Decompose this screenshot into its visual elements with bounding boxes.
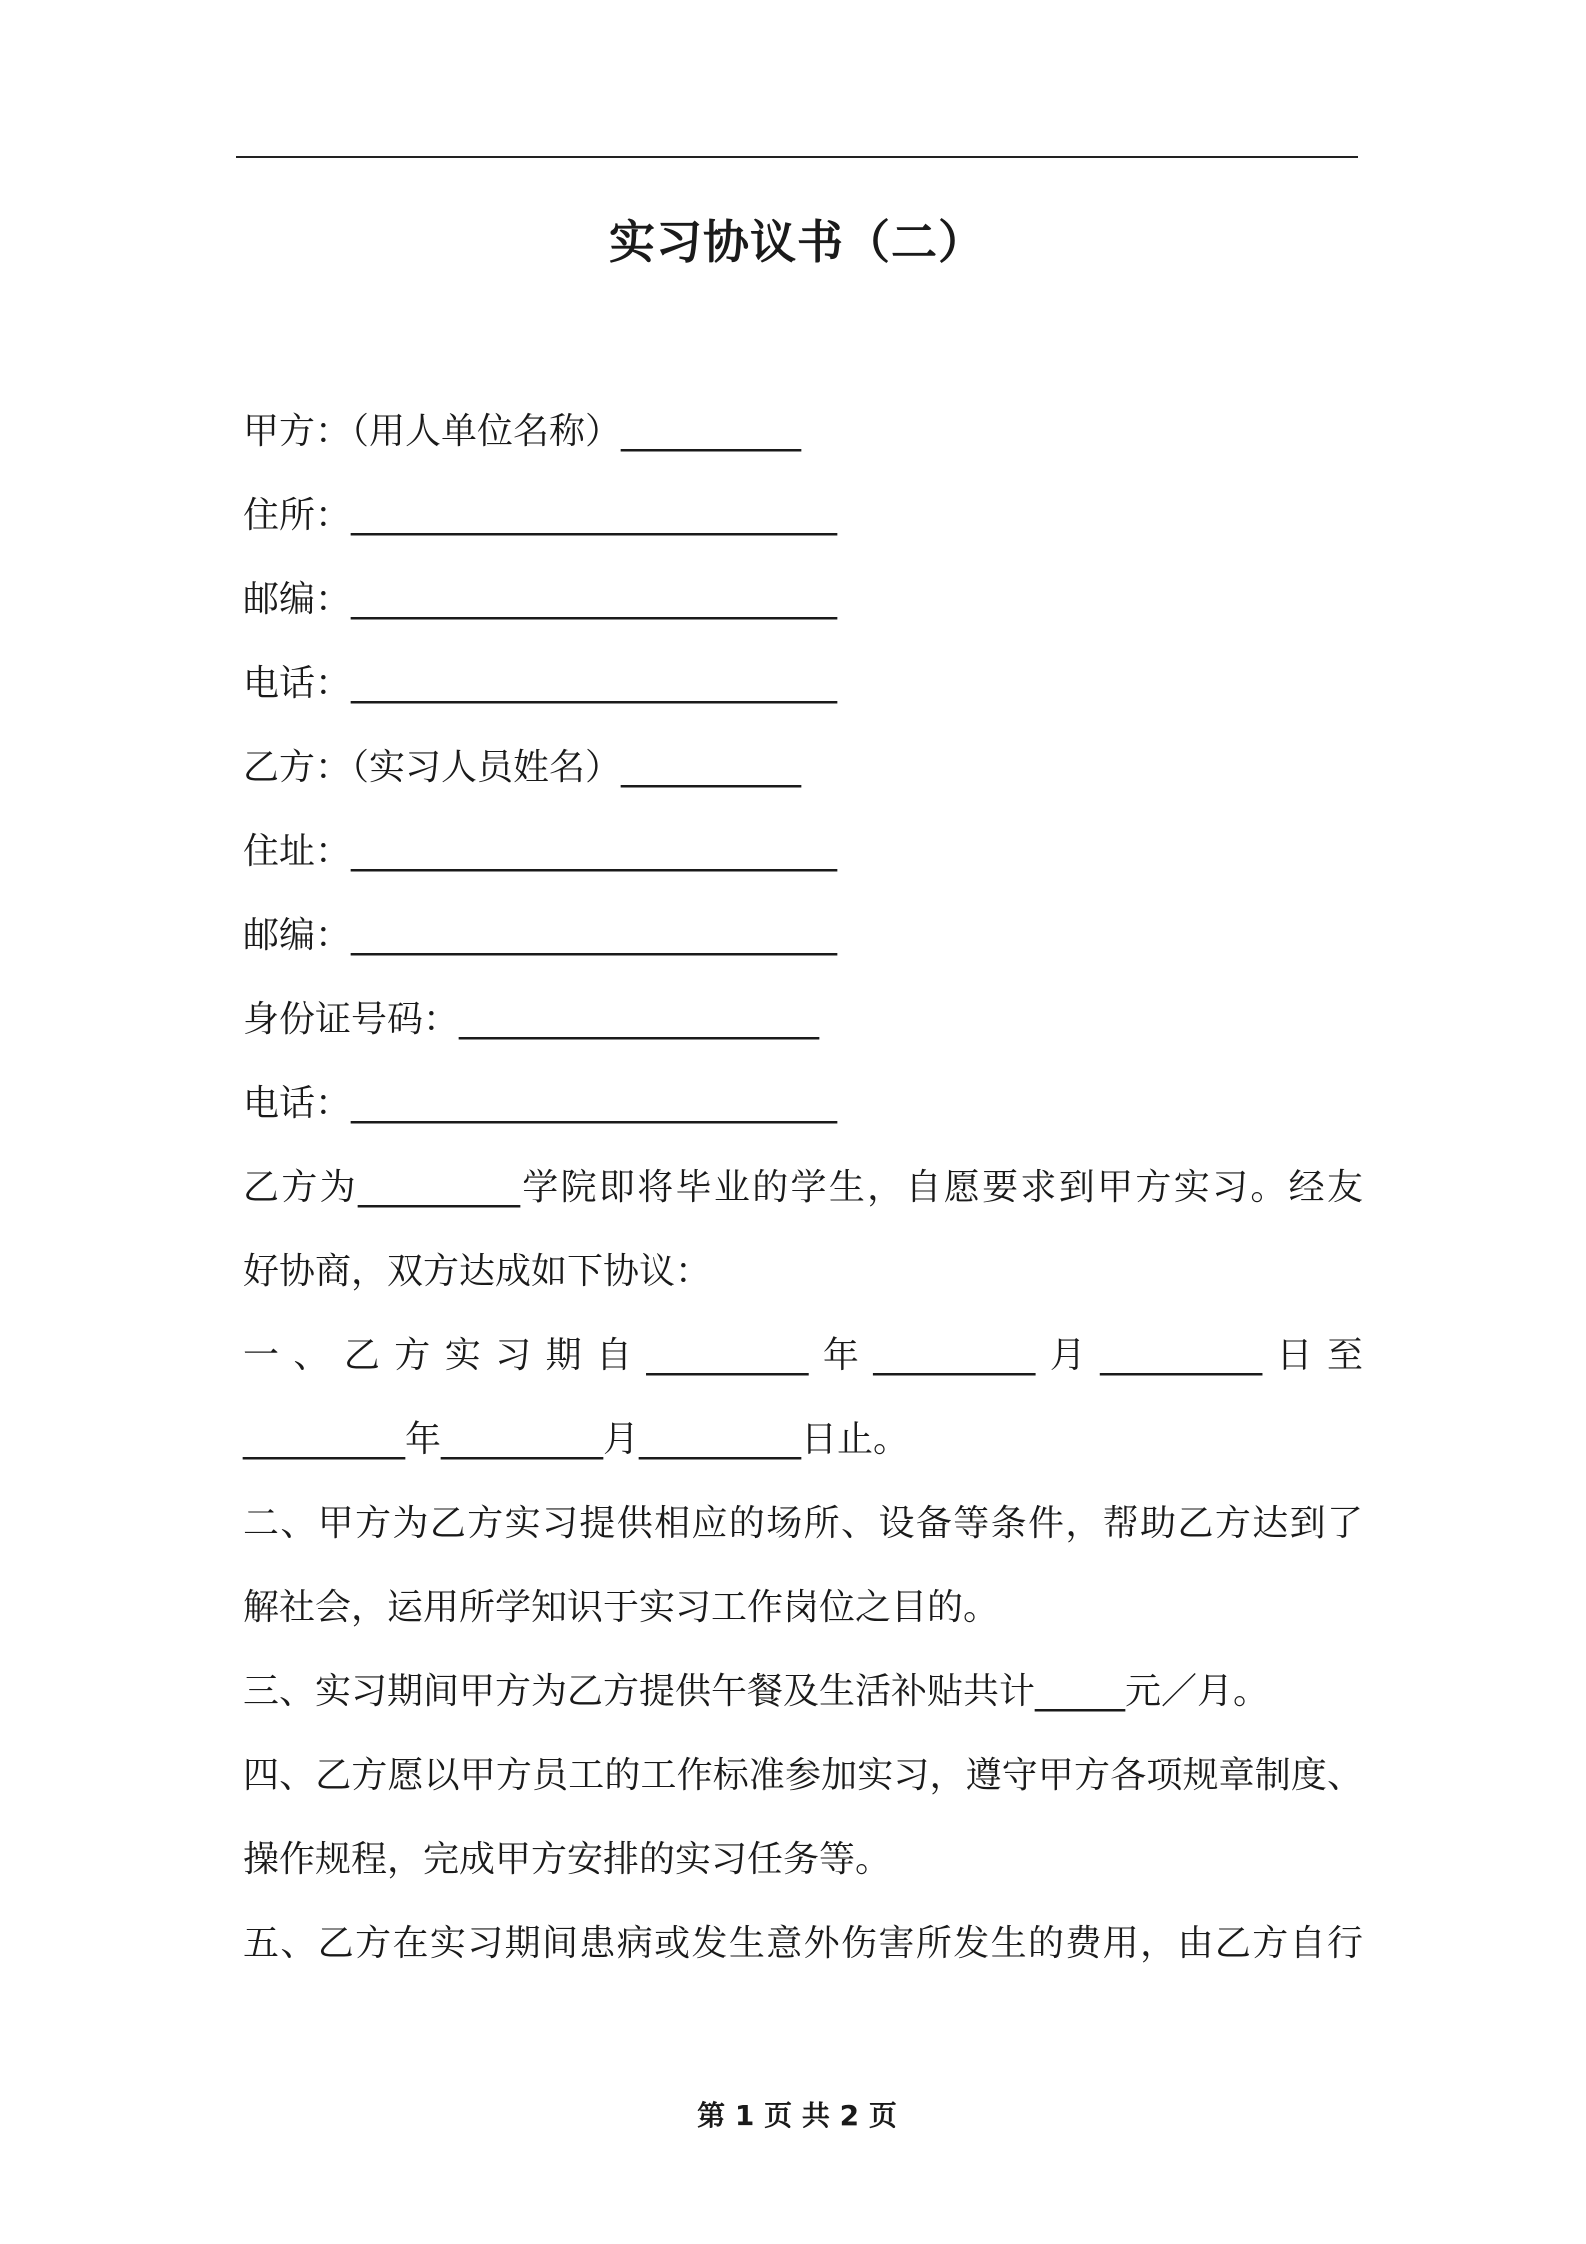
clause-3-line-1: 三、实习期间甲方为乙方提供午餐及生活补贴共计_____元／月。 xyxy=(243,1671,1270,1712)
clause-5-line-1: 五、乙方在实习期间患病或发生意外伤害所发生的费用，由乙方自行 xyxy=(243,1923,1363,1964)
intro-paragraph-line-2: 好协商，双方达成如下协议： xyxy=(243,1251,712,1292)
party-b-id-number-line: 身份证号码：____________________ xyxy=(243,999,820,1040)
party-a-name-line: 甲方：（用人单位名称）__________ xyxy=(243,411,802,452)
clause-2-line-2: 解社会，运用所学知识于实习工作岗位之目的。 xyxy=(243,1587,1000,1628)
party-b-name-line: 乙方：（实习人员姓名）__________ xyxy=(243,747,802,788)
header-rule xyxy=(236,156,1358,158)
party-b-phone-line: 电话：___________________________ xyxy=(243,1083,838,1124)
clause-1-line-1: 一、乙方实习期自_________年_________月_________日至 xyxy=(243,1335,1363,1376)
clause-4-line-1: 四、乙方愿以甲方员工的工作标准参加实习，遵守甲方各项规章制度、 xyxy=(243,1755,1363,1796)
intro-paragraph-line-1: 乙方为_________学院即将毕业的学生，自愿要求到甲方实习。经友 xyxy=(243,1167,1363,1208)
clause-1-line-2: _________年_________月_________日止。 xyxy=(243,1419,910,1460)
party-a-postcode-line: 邮编：___________________________ xyxy=(243,579,838,620)
party-b-address-line: 住址：___________________________ xyxy=(243,831,838,872)
party-a-phone-line: 电话：___________________________ xyxy=(243,663,838,704)
clause-4-line-2: 操作规程，完成甲方安排的实习任务等。 xyxy=(243,1839,892,1880)
party-b-postcode-line: 邮编：___________________________ xyxy=(243,915,838,956)
page-number-footer: 第 1 页 共 2 页 xyxy=(697,2099,897,2132)
document-title: 实习协议书（二） xyxy=(609,215,985,269)
clause-2-line-1: 二、甲方为乙方实习提供相应的场所、设备等条件，帮助乙方达到了 xyxy=(243,1503,1363,1544)
party-a-address-line: 住所：___________________________ xyxy=(243,495,838,536)
